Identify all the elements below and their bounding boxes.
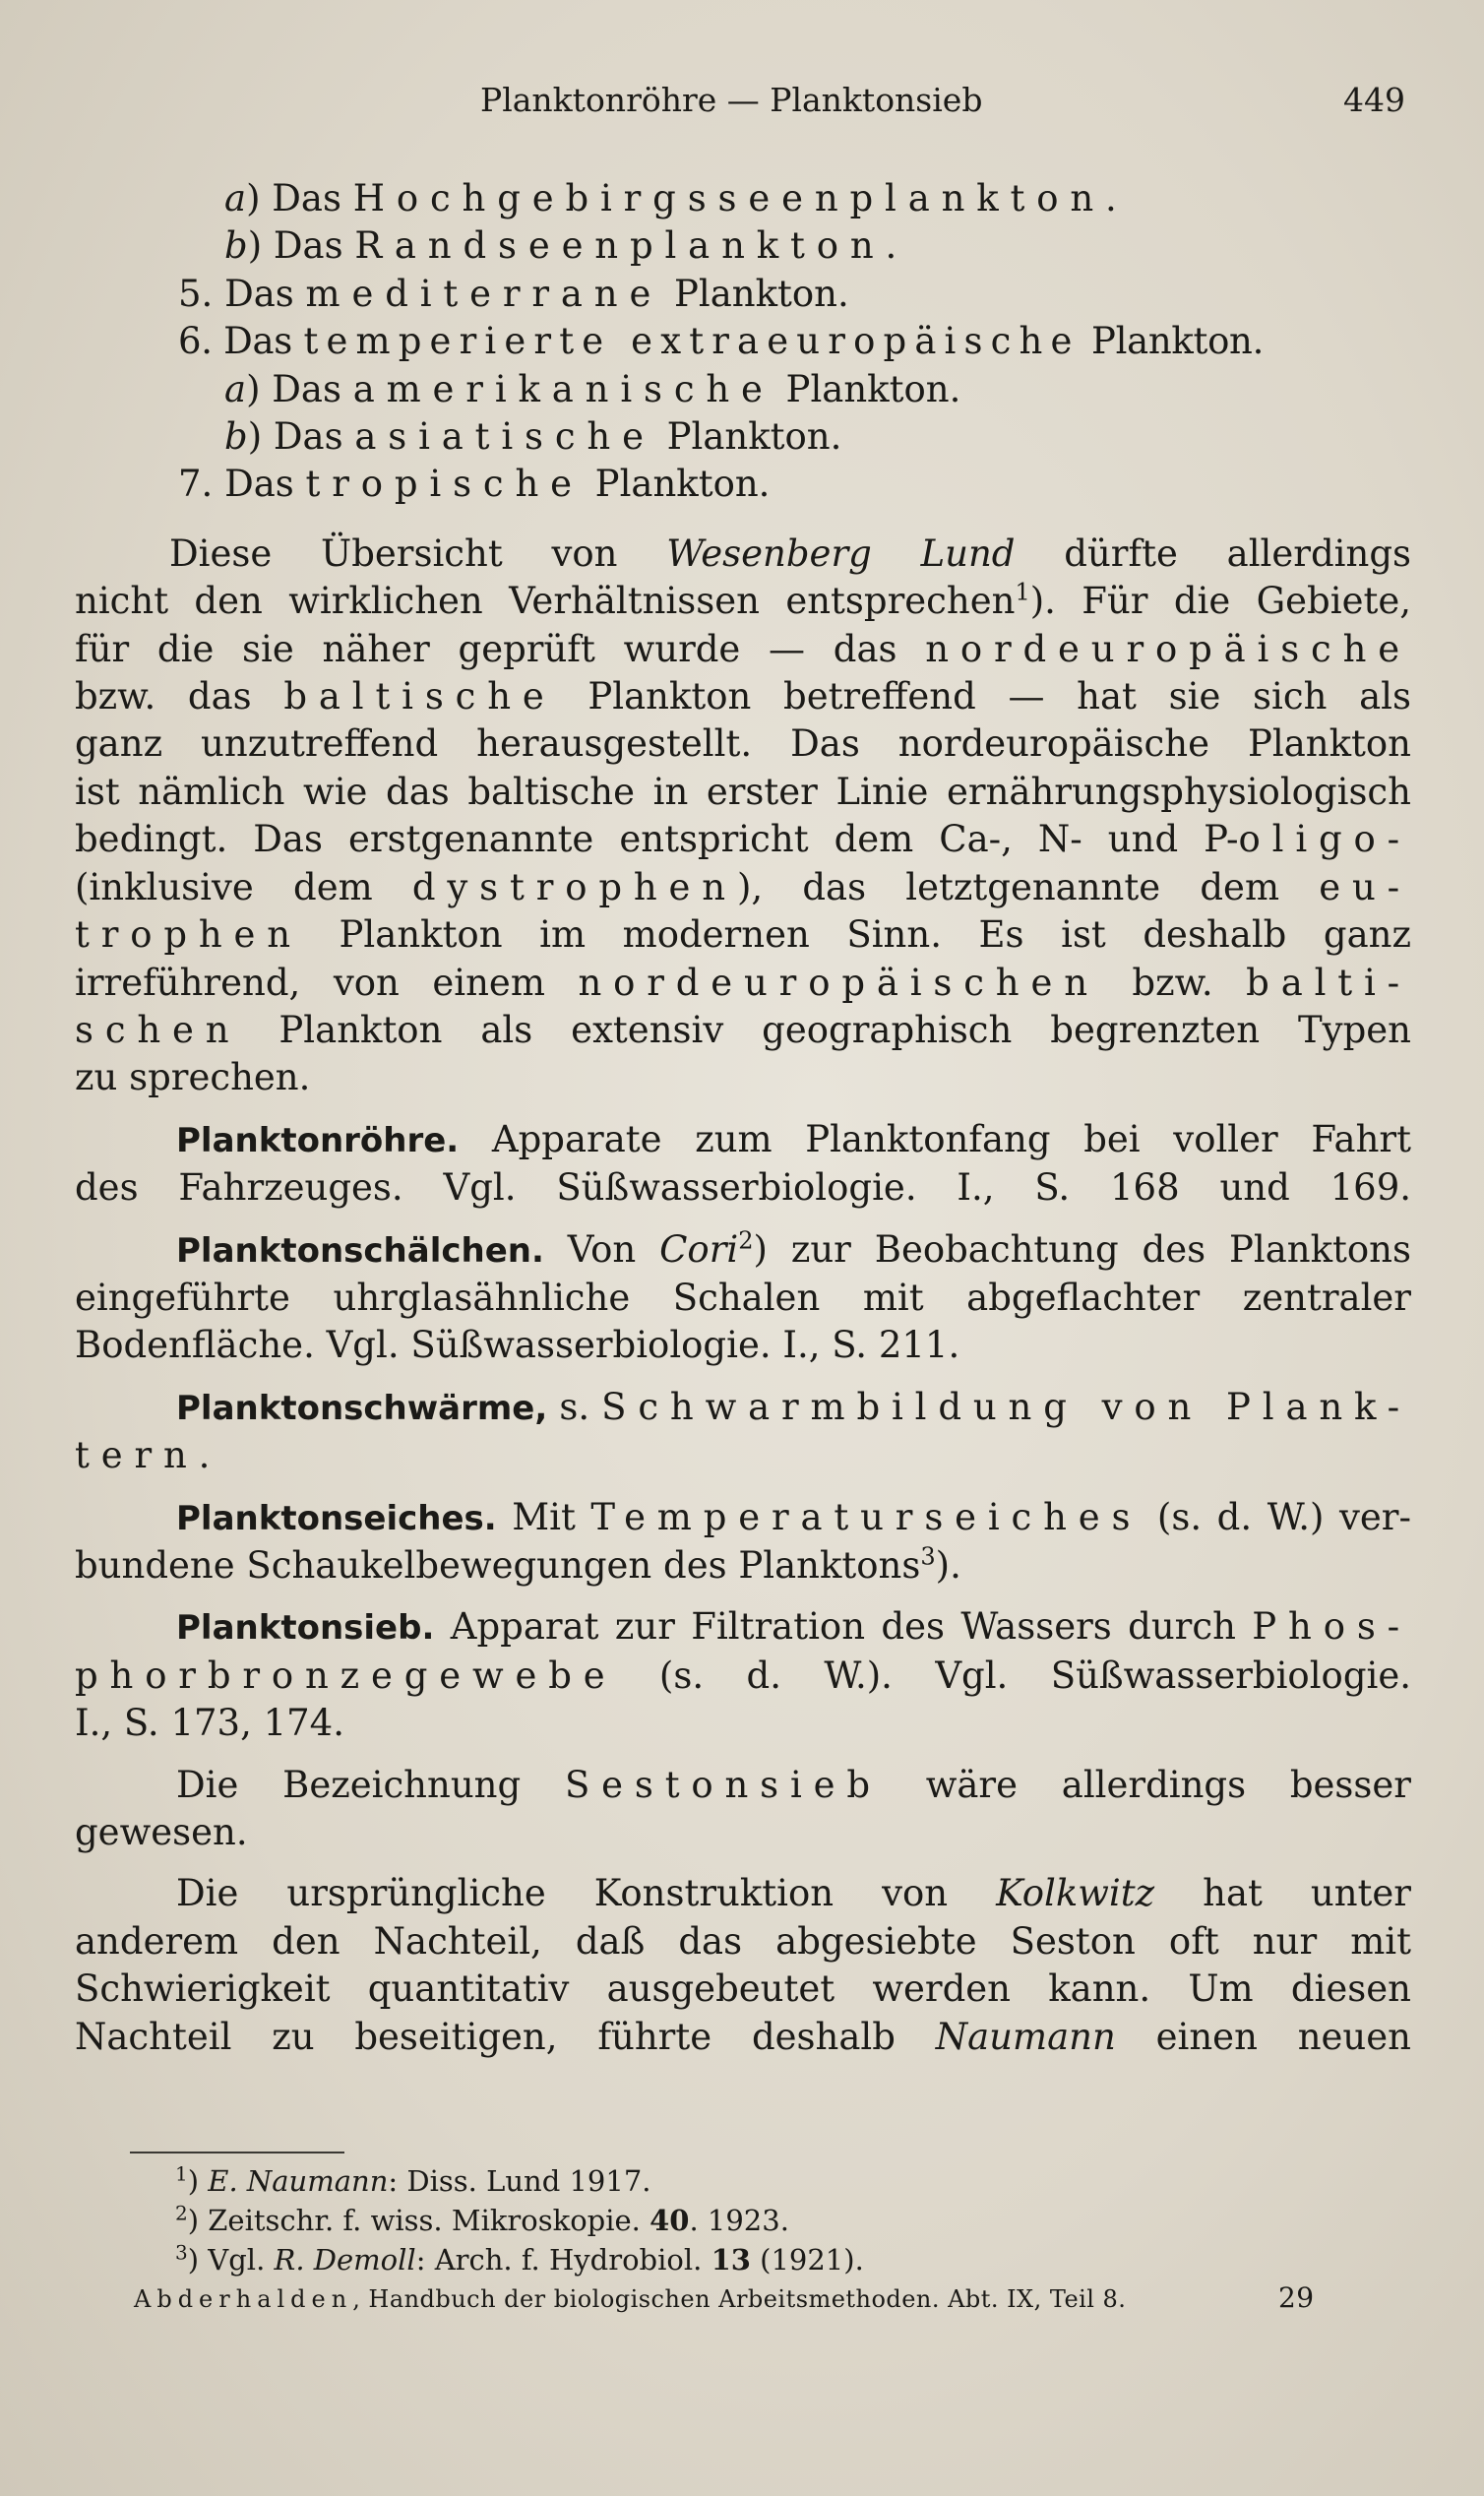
text-line bbox=[75, 1164, 1411, 1212]
spaced-term: mediterrane bbox=[305, 272, 663, 315]
footnote: $^2$) Zeitschr. f. wiss. Mikroskopie. 40. 1923. bbox=[175, 2201, 789, 2237]
text: 7. Das bbox=[178, 463, 306, 506]
text-line bbox=[75, 1653, 1411, 1700]
text: nicht den wirklichen Verhältnissen entsprechen bbox=[75, 580, 1016, 623]
text: eingeführte uhrglasähnliche Schalen mit abgeflachter zentraler bbox=[75, 1276, 1411, 1319]
text-line bbox=[75, 1322, 1411, 1369]
footnote-ref: 2 bbox=[738, 1226, 754, 1255]
text: Schwierigkeit quantitativ ausgebeutet werden kann. Um diesen bbox=[75, 1967, 1411, 2011]
text: Bodenfläche. Vgl. Süßwasserbiologie. I., S. 211. bbox=[75, 1324, 960, 1367]
text: ) Das bbox=[247, 224, 355, 268]
text: Plankton. bbox=[773, 367, 961, 410]
text-line bbox=[75, 1226, 1411, 1275]
text: bzw. das bbox=[75, 675, 284, 718]
text: tern. bbox=[75, 1434, 222, 1477]
spacer bbox=[75, 1748, 1411, 1762]
text: (inklusive dem bbox=[75, 865, 412, 908]
text-line bbox=[75, 1116, 1411, 1164]
spacer bbox=[75, 1370, 1411, 1384]
list-item bbox=[75, 461, 1411, 508]
text: Zeitschr. f. wiss. Mikroskopie. bbox=[208, 2204, 650, 2237]
author-name: R. Demoll bbox=[274, 2243, 416, 2277]
spaced-term: tropische bbox=[305, 463, 584, 506]
entry-planktonroehre bbox=[75, 1116, 1411, 1213]
text: Von bbox=[543, 1227, 660, 1271]
text: Plankton. bbox=[662, 272, 849, 315]
entry-planktonseiches bbox=[75, 1494, 1411, 1591]
author-name: E. Naumann bbox=[208, 2164, 389, 2198]
footnote: $^1$) E. Naumann: Diss. Lund 1917. bbox=[175, 2161, 651, 2198]
footer-author: Abderhalden bbox=[134, 2285, 353, 2313]
spaced-term: temperierte extraeuropäische bbox=[303, 320, 1081, 363]
text: 5. Das bbox=[178, 272, 306, 315]
spacer bbox=[75, 1213, 1411, 1226]
running-header bbox=[0, 81, 1484, 130]
text: anderem den Nachteil, daß das abgesiebte Seston oft nur mit bbox=[75, 1919, 1411, 1963]
text: hat unter bbox=[1154, 1872, 1411, 1915]
entry-heading: Planktonsieb. bbox=[176, 1608, 435, 1649]
text-line bbox=[75, 864, 1411, 911]
spaced-term: Sestonsieb bbox=[564, 1763, 882, 1806]
text: ist nämlich wie das baltische in erster Linie ernährungsphysiologisch bbox=[75, 770, 1411, 813]
text: Die ursprüngliche Konstruktion von bbox=[176, 1872, 997, 1915]
text: Vgl. bbox=[208, 2243, 275, 2277]
spaced-term: Phos- bbox=[1252, 1605, 1411, 1649]
text-line bbox=[75, 1384, 1411, 1432]
spacer bbox=[75, 1590, 1411, 1603]
footnote-marker: 3 bbox=[175, 2240, 188, 2265]
footnotes bbox=[175, 2161, 864, 2279]
text: ) Das bbox=[247, 415, 355, 459]
spaced-term: Schwarmbildung von Plank- bbox=[601, 1385, 1411, 1428]
text-line bbox=[75, 1870, 1411, 1917]
page-footer bbox=[134, 2281, 1315, 2314]
entry-planktonschwaerme bbox=[75, 1384, 1411, 1480]
text-line bbox=[75, 1054, 1411, 1101]
list-marker: b bbox=[224, 415, 248, 459]
text: (s. d. W.). Vgl. Süßwasserbiologie. bbox=[616, 1654, 1411, 1697]
text-line bbox=[75, 1603, 1411, 1652]
entry-heading: Planktonschwärme, bbox=[176, 1388, 548, 1428]
text-line bbox=[75, 1542, 1411, 1590]
spaced-term: oligo- bbox=[1238, 818, 1411, 861]
text: I., S. 173, 174. bbox=[75, 1702, 344, 1745]
text: : Arch. f. Hydrobiol. bbox=[415, 2243, 711, 2277]
text-line bbox=[75, 1700, 1411, 1747]
entry-planktonsieb bbox=[75, 1603, 1411, 2061]
text: Plankton. bbox=[1080, 320, 1265, 363]
text: (1921). bbox=[750, 2243, 864, 2277]
footnote: $^3$) Vgl. R. Demoll: Arch. f. Hydrobiol. 13 (1921). bbox=[175, 2240, 864, 2277]
text: Plankton als extensiv geographisch begrenzten Typen bbox=[240, 1008, 1411, 1051]
spacer bbox=[75, 1856, 1411, 1870]
spacer bbox=[75, 1102, 1411, 1116]
spaced-term: Randseenplankton. bbox=[354, 224, 909, 268]
footer-text: , Handbuch der biologischen Arbeitsmethoden. Abt. IX, Teil 8. bbox=[352, 2285, 1127, 2313]
text: Plankton betreffend — hat sie sich als bbox=[555, 675, 1411, 718]
text: des Fahrzeuges. Vgl. Süßwasserbiologie. I., S. 168 und 169. bbox=[75, 1166, 1411, 1210]
list-marker: a bbox=[224, 177, 247, 219]
text: : Diss. Lund 1917. bbox=[388, 2164, 651, 2198]
text-line bbox=[75, 1762, 1411, 1809]
text: ). Für die Gebiete, bbox=[1029, 580, 1412, 623]
text: Die Bezeichnung bbox=[176, 1763, 565, 1806]
text: gewesen. bbox=[75, 1811, 248, 1853]
footnote-ref: 3 bbox=[920, 1542, 936, 1571]
text-line bbox=[75, 673, 1411, 720]
text-line bbox=[75, 530, 1411, 578]
author-name: Kolkwitz bbox=[996, 1872, 1155, 1915]
spaced-term: amerikanische bbox=[352, 367, 774, 410]
spaced-term: schen bbox=[75, 1008, 241, 1051]
text-line bbox=[75, 1007, 1411, 1054]
text: einen neuen bbox=[1115, 2015, 1411, 2058]
spacer bbox=[75, 1480, 1411, 1494]
spaced-term: eu- bbox=[1319, 865, 1411, 908]
text: Plankton. bbox=[654, 415, 842, 459]
author-name: Naumann bbox=[935, 2015, 1116, 2058]
text-line bbox=[75, 1809, 1411, 1856]
footnote-marker: 1 bbox=[175, 2161, 188, 2186]
text: Nachteil zu beseitigen, führte deshalb bbox=[75, 2015, 936, 2058]
paragraph bbox=[75, 530, 1411, 1102]
list-item bbox=[75, 175, 1411, 222]
entry-heading: Planktonschälchen. bbox=[176, 1230, 544, 1271]
text-line bbox=[75, 1432, 1411, 1479]
spaced-term: balti- bbox=[1246, 961, 1411, 1004]
spaced-term: asiatische bbox=[354, 415, 655, 459]
text-line bbox=[75, 1275, 1411, 1322]
list-marker: a bbox=[224, 367, 247, 410]
text-line bbox=[75, 626, 1411, 673]
text: zu sprechen. bbox=[75, 1056, 311, 1099]
text: wäre allerdings besser bbox=[881, 1763, 1411, 1806]
list-item bbox=[75, 222, 1411, 270]
text: ). bbox=[935, 1543, 961, 1587]
author-name: Wesenberg Lund bbox=[666, 531, 1016, 575]
running-title: Planktonröhre — Planktonsieb bbox=[480, 81, 983, 119]
text: Plankton im modernen Sinn. Es ist deshalb ganz bbox=[301, 913, 1411, 957]
list-item bbox=[75, 366, 1411, 413]
spaced-term: baltische bbox=[283, 675, 556, 718]
author-name: Cori bbox=[659, 1227, 739, 1271]
text: für die sie näher geprüft wurde — das bbox=[75, 627, 926, 670]
list-item bbox=[75, 413, 1411, 461]
text-line bbox=[75, 816, 1411, 863]
text: (s. d. W.) ver- bbox=[1142, 1495, 1411, 1538]
text: bedingt. Das erstgenannte entspricht dem Ca-, N- und P- bbox=[75, 818, 1239, 861]
text: ), das letztgenannte dem bbox=[736, 865, 1320, 908]
text: Mit bbox=[496, 1495, 591, 1538]
text: ) Das bbox=[246, 177, 353, 219]
spacer bbox=[75, 509, 1411, 530]
spaced-term: phorbronzegewebe bbox=[75, 1654, 617, 1697]
text: Apparate zum Planktonfang bei voller Fahrt bbox=[459, 1117, 1411, 1160]
text: dürfte allerdings bbox=[1015, 531, 1411, 575]
text: irreführend, von einem bbox=[75, 961, 579, 1004]
text-line bbox=[75, 960, 1411, 1007]
footnote-marker: 2 bbox=[175, 2201, 188, 2225]
text-line bbox=[75, 2014, 1411, 2061]
spaced-term: nordeuropäische bbox=[925, 627, 1411, 670]
page-number: 449 bbox=[1343, 81, 1405, 119]
list-marker: b bbox=[224, 224, 248, 268]
text-line bbox=[75, 720, 1411, 768]
text-line bbox=[75, 578, 1411, 625]
text-line bbox=[75, 1494, 1411, 1542]
list-item bbox=[75, 318, 1411, 365]
entry-heading: Planktonröhre. bbox=[176, 1120, 460, 1160]
text-line bbox=[75, 1918, 1411, 1966]
text: ) zur Beobachtung des Planktons bbox=[753, 1227, 1411, 1271]
signature-number: 29 bbox=[1278, 2281, 1315, 2314]
volume-number: 40 bbox=[649, 2204, 690, 2237]
text-line bbox=[75, 769, 1411, 816]
text-line bbox=[75, 1966, 1411, 2013]
text: s. bbox=[547, 1385, 602, 1428]
text: ) Das bbox=[246, 367, 353, 410]
spaced-term: trophen bbox=[75, 913, 302, 957]
text-line bbox=[75, 911, 1411, 959]
volume-number: 13 bbox=[711, 2243, 751, 2277]
main-text bbox=[75, 175, 1411, 2061]
text: 6. Das bbox=[178, 320, 304, 363]
text: Plankton. bbox=[583, 463, 771, 506]
text: ganz unzutreffend herausgestellt. Das nordeuropäische Plankton bbox=[75, 722, 1411, 766]
text: bundene Schaukelbewegungen des Planktons bbox=[75, 1543, 921, 1587]
text: bzw. bbox=[1098, 961, 1247, 1004]
spaced-term: dystrophen bbox=[411, 865, 737, 908]
entry-heading: Planktonseiches. bbox=[176, 1498, 497, 1538]
footnote-rule bbox=[130, 2152, 344, 2153]
spaced-term: Temperaturseiches bbox=[590, 1495, 1143, 1538]
entry-planktonschaelchen bbox=[75, 1226, 1411, 1370]
list-item bbox=[75, 271, 1411, 318]
text: Apparat zur Filtration des Wassers durch bbox=[434, 1605, 1253, 1649]
text: Diese Übersicht von bbox=[169, 531, 667, 575]
footnote-ref: 1 bbox=[1015, 578, 1030, 606]
spaced-term: Hochgebirgsseenplankton. bbox=[352, 177, 1129, 219]
text: . 1923. bbox=[689, 2204, 789, 2237]
spaced-term: nordeuropäischen bbox=[578, 961, 1099, 1004]
